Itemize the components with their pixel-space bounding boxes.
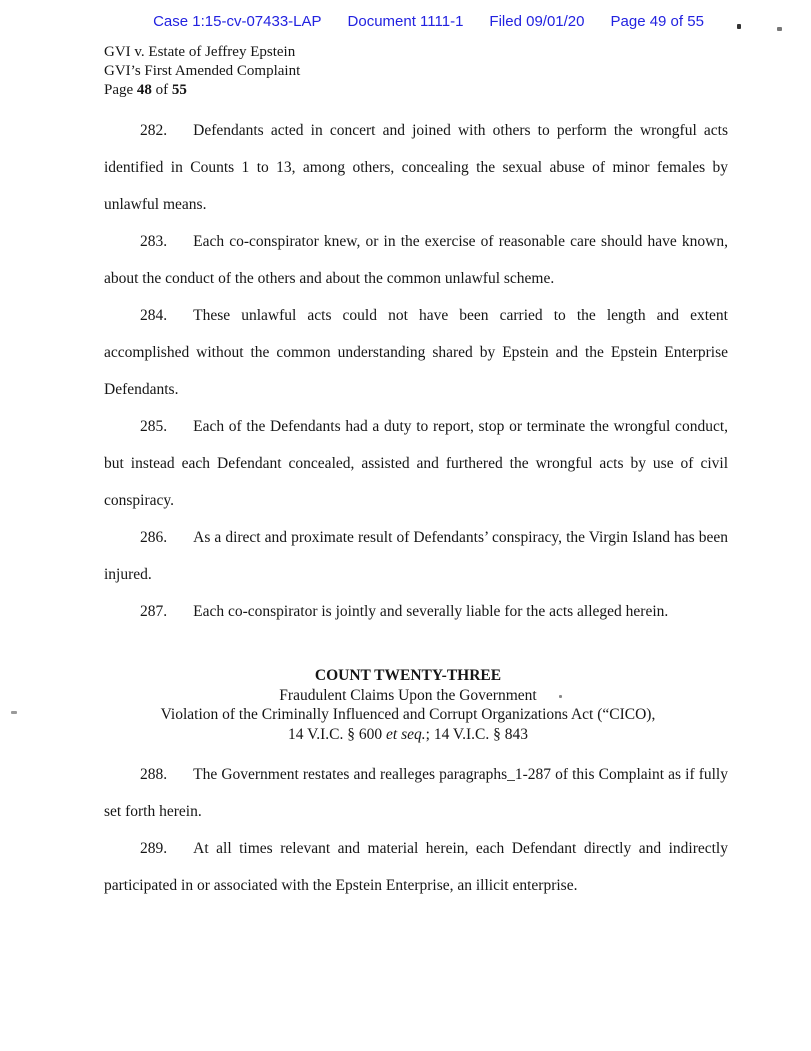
stamp-document-number: Document 1111-1 (347, 13, 464, 30)
count-heading (96, 666, 720, 744)
paragraph-number: 283. (140, 233, 168, 250)
stamp-filed-date: Filed 09/01/20 (489, 13, 585, 30)
paragraph-text: Each co-conspirator knew, or in the exercise of reasonable care should have known, about the conduct of the others and about the common unlawful scheme. (104, 233, 728, 287)
paragraph-number: 285. (140, 418, 168, 435)
statute-pre: 14 V.I.C. § 600 (287, 725, 387, 743)
paragraph-text: Defendants acted in concert and joined with others to perform the wrongful acts identified in Counts 1 to 13, among others, concealing the sexual abuse of minor females by unlawful means. (104, 122, 728, 213)
count-statute-line (96, 725, 720, 745)
paragraph-285 (104, 408, 728, 519)
paragraph-282 (104, 112, 728, 223)
count-title: COUNT TWENTY-THREE (314, 667, 502, 684)
scan-artifact (11, 711, 17, 714)
statute-post: ; 14 V.I.C. § 843 (425, 725, 528, 743)
paragraph-number: 288. (140, 766, 168, 783)
scan-artifact (777, 27, 782, 31)
caption-document-title: GVI’s First Amended Complaint (104, 63, 301, 79)
case-caption (104, 43, 300, 100)
count-subtitle-1: Fraudulent Claims Upon the Government (279, 686, 537, 704)
statute-et-seq: et seq. (386, 725, 426, 743)
complaint-paragraphs-continued (104, 756, 728, 904)
caption-case-title: GVI v. Estate of Jeffrey Epstein (104, 44, 296, 60)
paragraph-289 (104, 830, 728, 904)
paragraph-text: As a direct and proximate result of Defendants’ conspiracy, the Virgin Island has been injured. (104, 529, 728, 583)
paragraph-number: 282. (140, 122, 168, 139)
paragraph-text: These unlawful acts could not have been carried to the length and extent accomplished without the common understanding shared by Epstein and the Epstein Enterprise Defendants. (104, 307, 728, 398)
paragraph-284 (104, 297, 728, 408)
caption-page-of: of (151, 82, 172, 98)
caption-page-total: 55 (171, 82, 187, 98)
paragraph-text: The Government restates and realleges paragraphs_1-287 of this Complaint as if fully set forth herein. (104, 766, 728, 820)
paragraph-286 (104, 519, 728, 593)
stamp-page-number: Page 49 of 55 (610, 13, 704, 30)
complaint-paragraphs (104, 112, 728, 630)
caption-page-line (104, 81, 300, 100)
paragraph-number: 284. (140, 307, 168, 324)
paragraph-text: Each co-conspirator is jointly and severally liable for the acts alleged herein. (193, 603, 669, 620)
stamp-case-number: Case 1:15-cv-07433-LAP (153, 13, 322, 30)
paragraph-283 (104, 223, 728, 297)
paragraph-287 (104, 593, 728, 630)
count-subtitle-2: Violation of the Criminally Influenced and Corrupt Organizations Act (“CICO), (160, 706, 656, 723)
caption-page-prefix: Page (104, 82, 137, 98)
court-filing-stamp (0, 13, 811, 30)
paragraph-text: Each of the Defendants had a duty to report, stop or terminate the wrongful conduct, but instead each Defendant concealed, assisted and furthered the wrongful acts by use of civil conspiracy. (104, 418, 728, 509)
caption-page-current: 48 (136, 82, 152, 98)
scan-artifact (737, 24, 741, 29)
paragraph-number: 289. (140, 840, 168, 857)
paragraph-number: 287. (140, 603, 168, 620)
paragraph-text: At all times relevant and material herein, each Defendant directly and indirectly participated in or associated with the Epstein Enterprise, an illicit enterprise. (104, 840, 728, 894)
paragraph-288 (104, 756, 728, 830)
paragraph-number: 286. (140, 529, 168, 546)
